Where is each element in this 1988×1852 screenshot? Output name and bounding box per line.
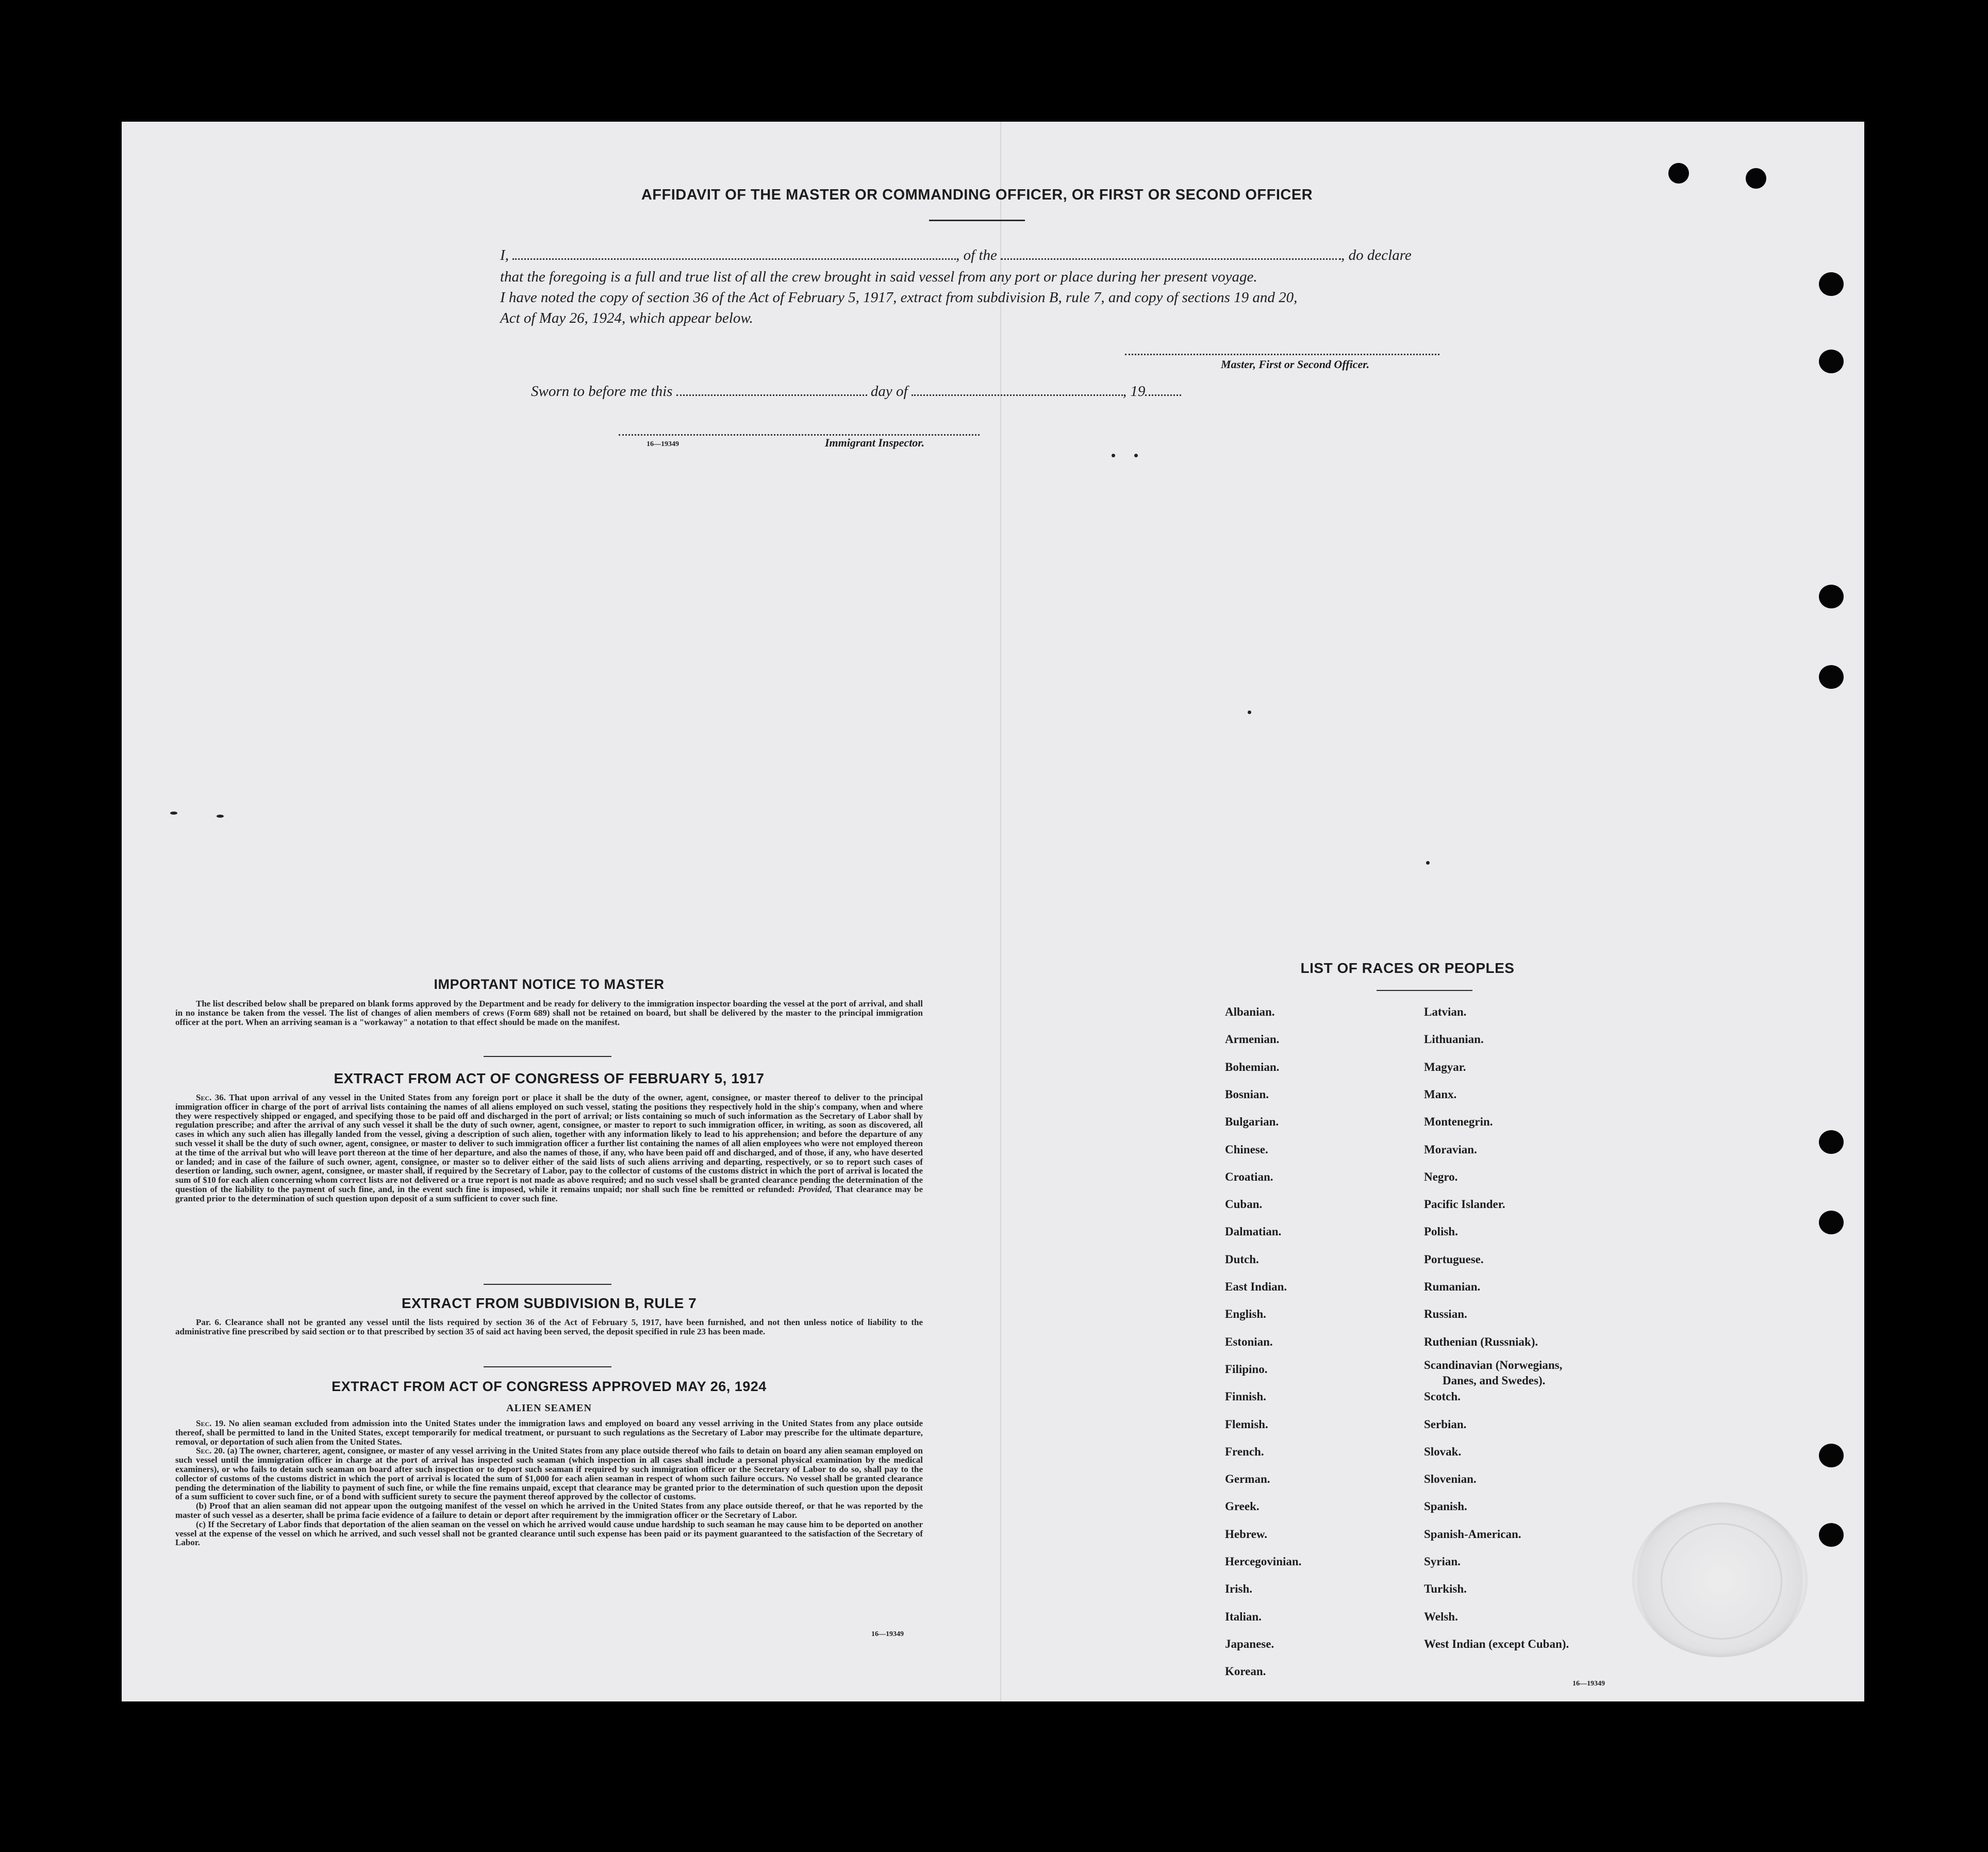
races-title: LIST OF RACES OR PEOPLES <box>1300 960 1515 976</box>
title-rule <box>929 220 1025 221</box>
act1924-form-number: 16—19349 <box>871 1630 904 1638</box>
act1924-text <box>175 1419 923 1547</box>
stray-mark <box>170 812 177 815</box>
binder-hole <box>1819 272 1844 296</box>
race-item: Estonian. <box>1225 1335 1273 1348</box>
sworn-text: Sworn to before me this <box>531 383 673 400</box>
race-item: Moravian. <box>1424 1143 1477 1156</box>
rule7-rule <box>484 1366 611 1367</box>
rule7-text: Par. 6. Clearance shall not be granted any vessel until the lists required by section 36 of the Act of February 5, 1917, have been furnished, and not then unless notice of liability to the administrative fine prescribed by said section or to that prescribed by section 35 of said act having been served, the deposit specified in rule 23 has been made. <box>175 1317 923 1336</box>
affidavit-line-3: I have noted the copy of section 36 of the Act of February 5, 1917, extract from subdivision B, rule 7, and copy of sections 19 and 20, <box>500 289 1298 306</box>
race-item: Bohemian. <box>1225 1060 1280 1073</box>
race-item: Latvian. <box>1424 1005 1467 1018</box>
race-item: Manx. <box>1424 1087 1457 1101</box>
race-item: French. <box>1225 1445 1264 1458</box>
sworn-line <box>531 381 1181 402</box>
act1917-body: That upon arrival of any vessel in the United States from any foreign port or place it shall be the duty of the owner, agent, consignee, or master thereof to deliver to the principal immigration officer in charge of the port of arrival lists containing the names of all aliens employed on such vessel, stating the positions they respectively hold in the ship's company, when and where they were respectively shipped or engaged, and specifying those to be paid off and discharged in the port of arrival; or lists containing so much of such information as the Secretary of Labor shall by regulation prescribe; and after the arrival of any such vessel it shall be the duty of such owner, agent, consignee, or master to report to such immigration officer, in writing, as soon as discovered, all cases in which any such alien has illegally landed from the vessel, giving a description of such alien, together with any information likely to lead to his apprehension; and before the departure of any such vessel it shall be the duty of such owner, agent, consignee, or master to deliver to such immigration officer a further list containing the names of all alien employees who were not employed thereon at the time of the arrival but who will leave port thereon at the time of her departure, and also the names of those, if any, who have been paid off and discharged, and of those, if any, who have deserted or landed; and in case of the failure of such owner, agent, consignee, or master so to deliver either of the said lists of such aliens arriving and departing, respectively, or so to report such cases of desertion or landing, such owner, agent, consignee, or master shall, if required by the Secretary of Labor, pay to the collector of customs of the customs district in which the port of arrival is located the sum of $10 for each alien concerning whom correct lists are not delivered or a true report is not made as above required; and no such vessel shall be granted clearance pending the determination of the question of the liability to the payment of such fine, and, in the event such fine is imposed, while it remains unpaid; nor shall such fine be remitted or refunded: <box>175 1093 923 1194</box>
race-item: Dutch. <box>1225 1252 1259 1266</box>
race-item: Scotch. <box>1424 1390 1461 1403</box>
stray-mark <box>1248 710 1251 714</box>
races-form-number: 16—19349 <box>1572 1680 1605 1688</box>
act1917-proviso-label: Provided, <box>798 1184 833 1194</box>
race-item: Ruthenian (Russniak). <box>1424 1335 1538 1348</box>
stray-mark <box>1112 454 1115 457</box>
binder-hole <box>1819 1211 1844 1234</box>
sworn-day-blank <box>676 383 867 396</box>
act1917-rule <box>484 1284 611 1285</box>
vessel-blank <box>1001 247 1341 260</box>
race-item: Rumanian. <box>1424 1280 1481 1293</box>
race-item: East Indian. <box>1225 1280 1287 1293</box>
race-item: Japanese. <box>1225 1637 1274 1650</box>
race-item: Russian. <box>1424 1308 1467 1321</box>
race-item: Slovenian. <box>1424 1473 1477 1486</box>
embossed-seal <box>1632 1502 1808 1657</box>
race-item: Turkish. <box>1424 1582 1467 1596</box>
binder-hole <box>1668 163 1689 184</box>
race-item: Chinese. <box>1225 1143 1268 1156</box>
sec20c-paragraph: (c) If the Secretary of Labor finds that deportation of the alien seaman on the vessel on which he arrived would cause undue hardship to such seaman he may cause him to be deported on another vessel at the expense of the vessel on which he arrived, and such vessel shall not be granted clearance until such expense has been paid or its payment guaranteed to the satisfaction of the Secretary of Labor. <box>175 1519 923 1548</box>
race-item: Croatian. <box>1225 1170 1273 1183</box>
race-item: Pacific Islander. <box>1424 1198 1505 1211</box>
sec20a-text: (a) The owner, charterer, agent, consignee, or master of any vessel arriving in the United States from any place outside thereof who fails to detain on board any alien seaman employed on such vessel until the immigration officer in charge at the port of arrival has inspected such seaman (which inspection in all cases shall include a personal physical examination by the medical examiners), or who fails to detain such seaman on board after such inspection or to deport such seaman if required by such immigration officer or the Secretary of Labor to do so, shall pay to the collector of customs of the customs district in which the port of arrival is located the sum of $1,000 for each alien seaman in respect of whom such failure occurs. No vessel shall be granted clearance pending the determination of the liability to payment of such fine, or while the fine remains unpaid, except that clearance may be granted prior to the determination of such question upon the deposit of a sum sufficient to cover such fine, or of a bond with sufficient surety to secure the payment thereof approved by the collector of customs. <box>175 1446 923 1502</box>
race-item: Welsh. <box>1424 1610 1458 1623</box>
act1917-proviso-text: That clearance may be granted prior to the determination of such question upon deposit of a sum sufficient to cover such fine. <box>175 1184 923 1203</box>
act1917-sec-label: Sec. 36. <box>196 1093 226 1102</box>
race-item: West Indian (except Cuban). <box>1424 1637 1569 1650</box>
race-item: Dalmatian. <box>1225 1225 1282 1238</box>
master-signature-blank <box>1125 342 1439 355</box>
race-item: Magyar. <box>1424 1060 1466 1073</box>
binder-hole <box>1819 1444 1844 1467</box>
act1917-title: EXTRACT FROM ACT OF CONGRESS OF FEBRUARY 5, 1917 <box>334 1070 765 1086</box>
notice-title: IMPORTANT NOTICE TO MASTER <box>434 977 665 992</box>
race-item: Syrian. <box>1424 1555 1461 1568</box>
sec19-paragraph <box>175 1419 923 1446</box>
name-blank <box>512 247 956 260</box>
binder-hole <box>1819 1523 1844 1547</box>
race-item: Bosnian. <box>1225 1087 1269 1101</box>
race-item: Armenian. <box>1225 1033 1280 1046</box>
rule7-title: EXTRACT FROM SUBDIVISION B, RULE 7 <box>401 1295 697 1311</box>
race-item: Greek. <box>1225 1500 1260 1513</box>
day-of-text: day of <box>870 383 908 400</box>
act1917-text <box>175 1093 923 1203</box>
sec20b-paragraph: (b) Proof that an alien seaman did not appear upon the outgoing manifest of the vessel on which he arrived in the United States from any place outside thereof, or that he was reported by the master of such vessel as a deserter, shall be prima facie evidence of a failure to detain or deport after requirement by the immigration officer or the Secretary of Labor. <box>175 1501 923 1520</box>
race-item: Spanish. <box>1424 1500 1467 1513</box>
year-text: , 19 <box>1122 383 1146 400</box>
race-item: Spanish-American. <box>1424 1527 1521 1541</box>
race-item: Scandinavian (Norwegians, <box>1424 1358 1563 1371</box>
race-item: English. <box>1225 1308 1266 1321</box>
race-item: Slovak. <box>1424 1445 1462 1458</box>
sec19-label: Sec. 19. <box>196 1418 226 1428</box>
race-item: Irish. <box>1225 1582 1253 1596</box>
binder-hole <box>1819 350 1844 373</box>
stray-mark <box>217 815 224 818</box>
notice-rule <box>484 1056 611 1057</box>
binder-hole <box>1819 665 1844 689</box>
do-declare-text: , do declare <box>1341 247 1412 263</box>
act1924-subtitle: ALIEN SEAMEN <box>506 1402 592 1414</box>
stray-mark <box>1134 454 1138 457</box>
race-item: Polish. <box>1424 1225 1458 1238</box>
binder-hole <box>1819 585 1844 608</box>
race-item: Danes, and Swedes). <box>1443 1374 1546 1387</box>
notice-text: The list described below shall be prepared on blank forms approved by the Department and be ready for delivery to the immigration inspector boarding the vessel at the port of arrival, and shall in no instance be taken from the vessel. The list of changes of alien members of crews (Form 689) shall not be retained on board, but shall be delivered by the master to the principal immigration officer at the port. When an arriving seaman is a "workaway" a notation to that effect should be made on the manifest. <box>175 999 923 1027</box>
sec19-text: No alien seaman excluded from admission into the United States under the immigration laws and employed on board any vessel arriving in the United States from any place outside thereof, shall be permitted to land in the United States, except temporarily for medical treatment, or pursuant to such regulations as the Secretary of Labor may prescribe for the ultimate departure, removal, or deportation of such alien from the United States. <box>175 1418 923 1447</box>
affidavit-form-number: 16—19349 <box>647 440 679 448</box>
race-item: Bulgarian. <box>1225 1115 1279 1129</box>
race-item: Finnish. <box>1225 1390 1266 1403</box>
inspector-signature-blank <box>619 423 980 436</box>
center-fold <box>1000 122 1001 1701</box>
act1924-title: EXTRACT FROM ACT OF CONGRESS APPROVED MAY 26, 1924 <box>332 1379 767 1394</box>
master-caption: Master, First or Second Officer. <box>1221 358 1370 371</box>
sec20a-paragraph <box>175 1446 923 1501</box>
inspector-caption: Immigrant Inspector. <box>825 436 925 449</box>
affidavit-i: I, <box>500 247 509 263</box>
sworn-year-blank <box>1145 383 1181 396</box>
race-item: Portuguese. <box>1424 1252 1484 1266</box>
affidavit-line-2: that the foregoing is a full and true list of all the crew brought in said vessel from any port or place during her present voyage. <box>500 269 1257 285</box>
race-item: Hercegovinian. <box>1225 1555 1302 1568</box>
binder-hole <box>1819 1130 1844 1154</box>
race-item: Albanian. <box>1225 1005 1275 1018</box>
races-rule <box>1377 990 1472 991</box>
race-item: Montenegrin. <box>1424 1115 1493 1129</box>
race-item: Negro. <box>1424 1170 1458 1183</box>
stray-mark <box>1426 861 1430 865</box>
race-item: Cuban. <box>1225 1198 1263 1211</box>
race-item: Italian. <box>1225 1610 1262 1623</box>
affidavit-line-1 <box>500 244 1412 266</box>
seal-ring <box>1661 1523 1782 1640</box>
race-item: Serbian. <box>1424 1417 1467 1431</box>
binder-hole <box>1746 168 1766 189</box>
race-item: Filipino. <box>1225 1362 1268 1376</box>
affidavit-line-4: Act of May 26, 1924, which appear below. <box>500 310 753 326</box>
sec20-label: Sec. 20. <box>196 1446 225 1456</box>
race-item: German. <box>1225 1473 1270 1486</box>
race-item: Korean. <box>1225 1665 1266 1678</box>
sworn-month-blank <box>912 383 1123 396</box>
race-item: Hebrew. <box>1225 1527 1267 1541</box>
affidavit-title: AFFIDAVIT OF THE MASTER OR COMMANDING OFFICER, OR FIRST OR SECOND OFFICER <box>641 187 1313 203</box>
of-the-text: , of the <box>956 247 997 263</box>
race-item: Flemish. <box>1225 1417 1268 1431</box>
race-item: Lithuanian. <box>1424 1033 1484 1046</box>
